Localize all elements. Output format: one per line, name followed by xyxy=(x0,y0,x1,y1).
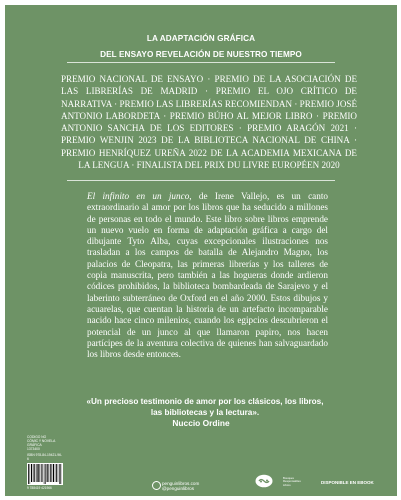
barcode-category-line: CÓMIC Y NOVELA GRÁFICA xyxy=(27,439,56,447)
book-title: El infinito en un junco xyxy=(87,191,190,201)
forest-logo-line: Responsables xyxy=(283,479,301,484)
barcode-image xyxy=(27,463,63,485)
headline-line-1: LA ADAPTACIÓN GRÁFICA xyxy=(146,34,256,43)
synopsis-paragraph xyxy=(87,191,328,360)
headline xyxy=(5,31,397,63)
barcode-block xyxy=(27,435,63,490)
barcode-category-line: CODIGO NO xyxy=(27,435,47,439)
synopsis-body: , de Irene Vallejo, es un canto extraordinario al amor por los libros que ha seducido a millones de personas en todo el mundo. Este libro sobre libros emprende un nuevo vuelo en forma de adaptación gráfica a cargo del dibujante Tyto Alba, cuyas excepcionales ilustraciones nos trasladan a los campos de batalla de Alejandro Magno, los palacios de Cleopatra, las primeras librerías y los talleres de copia manuscrita, pero también a las hogueras donde ardieron códices prohibidos, la biblioteca bombardeada de Sarajevo y el laberinto subterráneo de Oxford en el año 2000. Estos dibujos y acuarelas, que cuentan la historia de un artefacto incomparable nacido hace cinco milenios, cuando los egipcios descubrieron el potencial de un junco al que llamaron papiro, nos hacen partícipes de la aventura colectiva de quienes han salvaguardado los libros desde entonces. xyxy=(87,191,328,360)
synopsis xyxy=(87,191,328,360)
barcode-number: 9 788419 421966 xyxy=(27,486,52,490)
publisher-web xyxy=(162,481,199,491)
barcode-bars xyxy=(27,463,63,485)
publisher-logo-icon xyxy=(255,474,273,488)
awards-text: PREMIO NACIONAL DE ENSAYO · PREMIO DE LA ASOCIACIÓN DE LAS LIBRERÍAS DE MADRID · PREMIO EL OJO CRÍTICO DE NARRATIVA · PREMIO LAS LIBRERÍAS RECOMIENDAN · PREMIO JOSÉ ANTONIO LABORDETA · PREMIO BÚHO AL MEJOR LIBRO · PREMIO ANTONIO SANCHA DE LOS EDITORES · PREMIO ARAGÓN 2021 · PREMIO WENJIN 2023 DE LA BIBLIOTECA NACIONAL DE CHINA · PREMIO HENRÍQUEZ UREÑA 2022 DE LA ACADEMIA MEXICANA DE LA LENGUA · FINALISTA DEL PRIX DU LIVRE EUROPÉEN 2020 xyxy=(61,74,357,171)
publisher-handle: @penguinlibros xyxy=(162,486,194,491)
divider-bottom xyxy=(67,180,335,181)
forest-certification-logo xyxy=(283,477,301,487)
publisher-url: penguinlibros.com xyxy=(162,481,200,486)
barcode-category xyxy=(27,435,63,451)
barcode-category-line: 1373400 xyxy=(27,447,40,451)
ebook-availability: DISPONIBLE EN EBOOK xyxy=(321,480,374,485)
book-back-cover xyxy=(5,5,397,496)
divider-top xyxy=(67,62,335,63)
quote-author: Nuccio Ordine xyxy=(172,418,230,428)
headline-line-2: DEL ENSAYO REVELACIÓN DE NUESTRO TIEMPO xyxy=(100,50,302,59)
quote: «Un precioso testimonio de amor por los clásicos, los libros, las bibliotecas y la lectura». xyxy=(86,397,324,417)
forest-logo-line: Bosques xyxy=(283,476,294,480)
globe-icon xyxy=(152,481,161,490)
isbn-text: ISBN 978-84-19421-96-6 xyxy=(27,453,63,461)
awards-list xyxy=(61,73,357,171)
forest-logo-line: Libros xyxy=(283,482,291,487)
